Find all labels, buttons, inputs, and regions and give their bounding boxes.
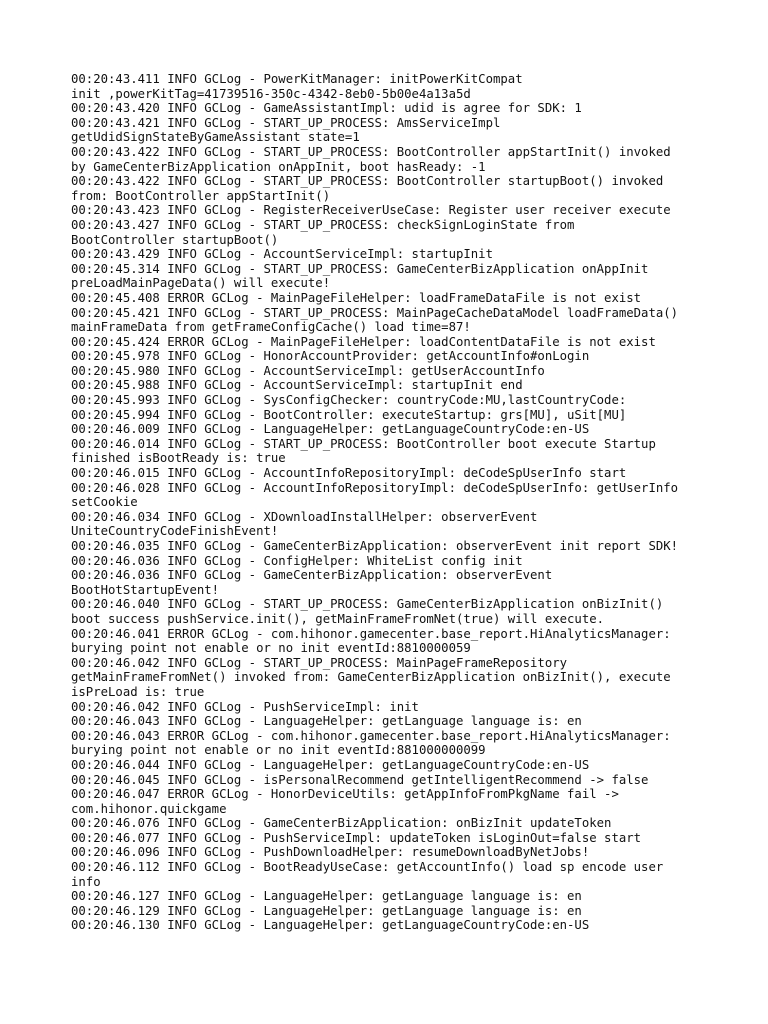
log-line: 00:20:46.034 INFO GCLog - XDownloadInstallHelper: observerEvent: [71, 509, 538, 524]
log-line: burying point not enable or no init eventId:881000000099: [71, 743, 486, 758]
log-line: 00:20:46.014 INFO GCLog - START_UP_PROCESS: BootController boot execute Startup: [71, 436, 656, 451]
log-line: 00:20:46.077 INFO GCLog - PushServiceImpl: updateToken isLoginOut=false start: [71, 830, 642, 845]
log-line: 00:20:45.424 ERROR GCLog - MainPageFileHelper: loadContentDataFile is not exist: [71, 334, 656, 349]
log-line: preLoadMainPageData() will execute!: [71, 276, 331, 291]
log-line: 00:20:46.042 INFO GCLog - PushServiceImpl: init: [71, 699, 419, 714]
log-line: setCookie: [71, 495, 138, 510]
log-line: 00:20:46.043 ERROR GCLog - com.hihonor.gamecenter.base_report.HiAnalyticsManager:: [71, 728, 671, 743]
log-line: 00:20:46.036 INFO GCLog - GameCenterBizApplication: observerEvent: [71, 568, 553, 583]
log-line: 00:20:46.045 INFO GCLog - isPersonalRecommend getIntelligentRecommend -> false: [71, 772, 649, 787]
log-line: 00:20:45.408 ERROR GCLog - MainPageFileHelper: loadFrameDataFile is not exist: [71, 290, 642, 305]
log-text-block: [71, 72, 711, 933]
log-line: 00:20:46.028 INFO GCLog - AccountInfoRepositoryImpl: deCodeSpUserInfo: getUserInfo: [71, 480, 679, 495]
log-line: from: BootController appStartInit(): [71, 188, 331, 203]
log-line: 00:20:46.127 INFO GCLog - LanguageHelper: getLanguage language is: en: [71, 889, 582, 904]
log-line: burying point not enable or no init eventId:8810000059: [71, 641, 471, 656]
log-line: 00:20:43.422 INFO GCLog - START_UP_PROCESS: BootController appStartInit() invoked: [71, 144, 671, 159]
log-line: 00:20:45.421 INFO GCLog - START_UP_PROCESS: MainPageCacheDataModel loadFrameData(): [71, 305, 679, 320]
log-line: 00:20:46.076 INFO GCLog - GameCenterBizApplication: onBizInit updateToken: [71, 816, 612, 831]
log-line: 00:20:46.043 INFO GCLog - LanguageHelper: getLanguage language is: en: [71, 714, 582, 729]
log-line: 00:20:43.411 INFO GCLog - PowerKitManager: initPowerKitCompat: [71, 72, 523, 86]
log-line: 00:20:45.993 INFO GCLog - SysConfigChecker: countryCode:MU,lastCountryCode:: [71, 393, 627, 408]
log-line: 00:20:46.042 INFO GCLog - START_UP_PROCESS: MainPageFrameRepository: [71, 655, 568, 670]
log-line: 00:20:45.314 INFO GCLog - START_UP_PROCESS: GameCenterBizApplication onAppInit: [71, 261, 649, 276]
log-line: 00:20:46.112 INFO GCLog - BootReadyUseCase: getAccountInfo() load sp encode user: [71, 860, 664, 875]
log-line: getMainFrameFromNet() invoked from: GameCenterBizApplication onBizInit(), execute: [71, 670, 671, 685]
log-line: isPreLoad is: true: [71, 684, 205, 699]
log-line: 00:20:43.422 INFO GCLog - START_UP_PROCESS: BootController startupBoot() invoked: [71, 174, 664, 189]
log-line: 00:20:43.423 INFO GCLog - RegisterReceiverUseCase: Register user receiver execute: [71, 203, 671, 218]
log-line: boot success pushService.init(), getMainFrameFromNet(true) will execute.: [71, 611, 605, 626]
log-line: 00:20:46.096 INFO GCLog - PushDownloadHelper: resumeDownloadByNetJobs!: [71, 845, 590, 860]
log-line: 00:20:45.980 INFO GCLog - AccountServiceImpl: getUserAccountInfo: [71, 363, 545, 378]
log-line: mainFrameData from getFrameConfigCache() load time=87!: [71, 320, 471, 335]
log-line: 00:20:43.429 INFO GCLog - AccountServiceImpl: startupInit: [71, 247, 493, 262]
log-line: 00:20:46.130 INFO GCLog - LanguageHelper: getLanguageCountryCode:en-US: [71, 918, 590, 933]
log-line: 00:20:46.040 INFO GCLog - START_UP_PROCESS: GameCenterBizApplication onBizInit(): [71, 597, 664, 612]
log-line: 00:20:45.978 INFO GCLog - HonorAccountProvider: getAccountInfo#onLogin: [71, 349, 590, 364]
log-line: UniteCountryCodeFinishEvent!: [71, 524, 279, 539]
log-line: 00:20:45.988 INFO GCLog - AccountServiceImpl: startupInit end: [71, 378, 523, 393]
log-line: 00:20:46.015 INFO GCLog - AccountInfoRepositoryImpl: deCodeSpUserInfo start: [71, 466, 627, 481]
log-line: BootHotStartupEvent!: [71, 582, 220, 597]
log-line: getUdidSignStateByGameAssistant state=1: [71, 130, 360, 145]
log-line: 00:20:46.129 INFO GCLog - LanguageHelper: getLanguage language is: en: [71, 903, 582, 918]
log-line: finished isBootReady is: true: [71, 451, 286, 466]
log-line: 00:20:46.044 INFO GCLog - LanguageHelper: getLanguageCountryCode:en-US: [71, 757, 590, 772]
log-line: 00:20:46.047 ERROR GCLog - HonorDeviceUtils: getAppInfoFromPkgName fail ->: [71, 787, 619, 802]
log-line: 00:20:43.427 INFO GCLog - START_UP_PROCESS: checkSignLoginState from: [71, 217, 575, 232]
log-line: 00:20:43.421 INFO GCLog - START_UP_PROCESS: AmsServiceImpl: [71, 115, 501, 130]
log-line: info: [71, 874, 101, 889]
log-line: 00:20:46.041 ERROR GCLog - com.hihonor.gamecenter.base_report.HiAnalyticsManager:: [71, 626, 671, 641]
log-line: 00:20:46.035 INFO GCLog - GameCenterBizApplication: observerEvent init report SDK!: [71, 539, 679, 553]
log-line: com.hihonor.quickgame: [71, 801, 227, 816]
log-line: 00:20:43.420 INFO GCLog - GameAssistantImpl: udid is agree for SDK: 1: [71, 101, 582, 116]
log-line: BootController startupBoot(): [71, 232, 279, 247]
log-line: 00:20:45.994 INFO GCLog - BootController: executeStartup: grs[MU], uSit[MU]: [71, 407, 627, 422]
log-line: 00:20:46.009 INFO GCLog - LanguageHelper: getLanguageCountryCode:en-US: [71, 422, 590, 437]
log-line: init ,powerKitTag=41739516-350c-4342-8eb0-5b00e4a13a5d: [71, 86, 471, 101]
log-line: by GameCenterBizApplication onAppInit, boot hasReady: -1: [71, 159, 486, 174]
log-line: 00:20:46.036 INFO GCLog - ConfigHelper: WhiteList config init: [71, 553, 523, 568]
